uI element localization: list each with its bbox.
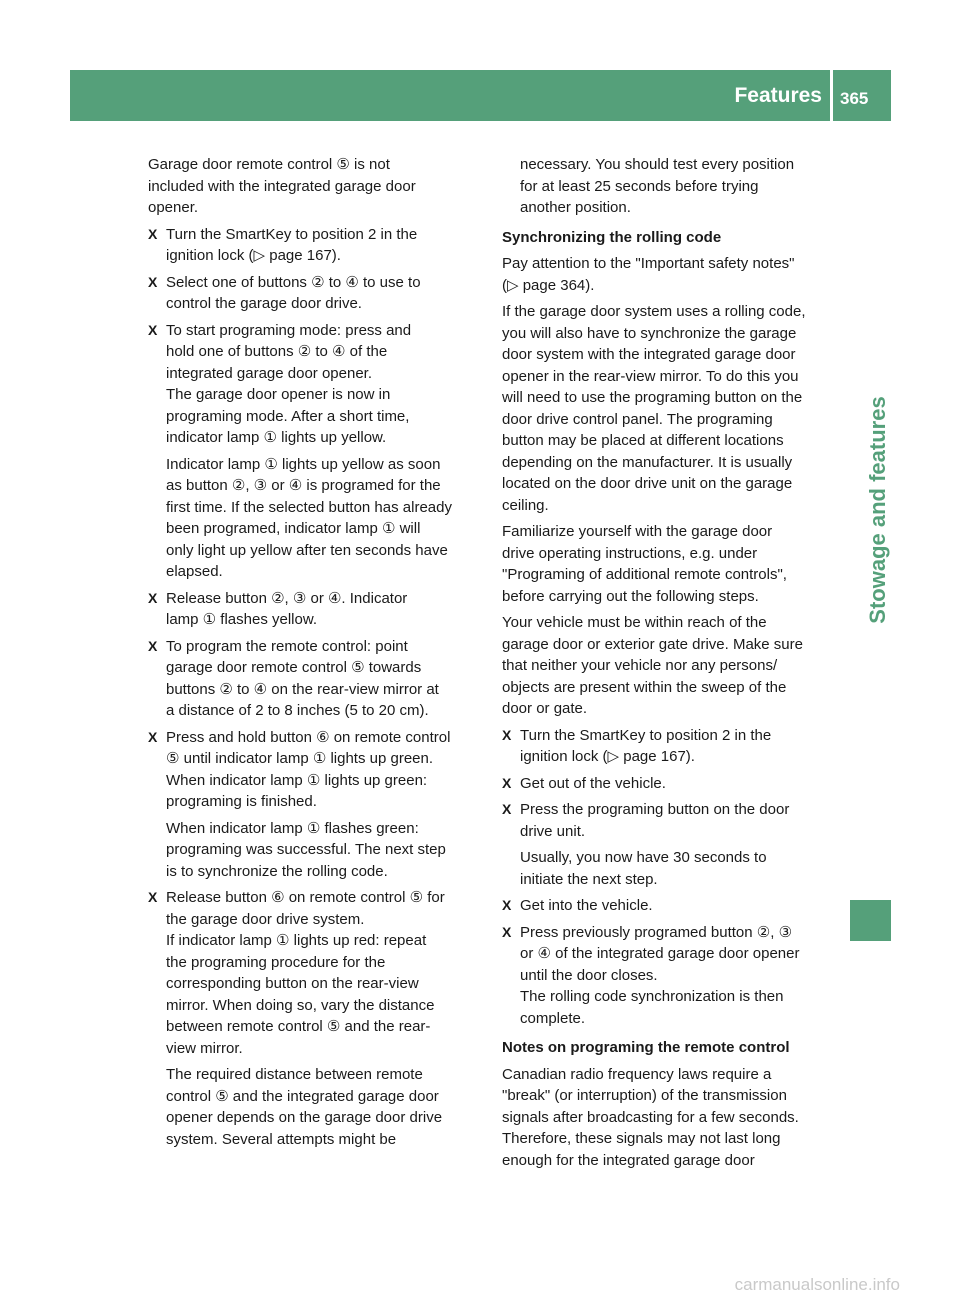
text-line: (▷ page 364). — [502, 276, 595, 294]
section-heading — [502, 1037, 836, 1059]
text-line: until the door closes. — [520, 966, 658, 984]
text-line: X Turn the SmartKey to position 2 in the — [520, 726, 772, 744]
text-line: programing mode. After a short time, — [166, 407, 410, 425]
text-line: X Press the programing button on the door — [520, 801, 790, 818]
text-line: X Release button ⑥ on remote control ⑤ for — [166, 889, 445, 906]
text-line: is to synchronize the rolling code. — [166, 862, 388, 880]
text-line: X Press and hold button ⑥ on remote control — [166, 728, 451, 746]
text-line: control ⑤ and the integrated garage door — [166, 1087, 439, 1105]
text-line: corresponding button on the rear-view — [166, 975, 419, 992]
text-line: buttons ② to ④ on the rear-view mirror at — [166, 680, 439, 698]
text-line: drive operating instructions, e.g. under — [502, 544, 758, 562]
text-line: drive unit. — [520, 822, 586, 840]
text-line: as button ②, ③ or ④ is programed for the — [166, 477, 441, 494]
side-chapter-title: Stowage and features — [865, 396, 890, 624]
text-line: garage door or exterior gate drive. Make sure — [502, 635, 803, 653]
text-line: garage door remote control ⑤ towards — [166, 659, 422, 676]
text-line: mirror. When doing so, vary the distance — [166, 996, 435, 1014]
text-line: ⑤ until indicator lamp ① lights up green. — [166, 750, 434, 767]
section-title: Features — [734, 84, 822, 107]
text-line: necessary. You should test every position — [520, 156, 795, 173]
text-line: been programed, indicator lamp ① will — [166, 520, 421, 537]
text-line: will need to use the programing button on the — [502, 389, 803, 406]
text-line: X To program the remote control: point — [166, 637, 408, 655]
text-line: opener depends on the garage door drive — [166, 1109, 443, 1126]
text-line: programing is finished. — [166, 793, 317, 810]
text-line: programing was successful. The next step — [166, 841, 446, 858]
text-line: X Get out of the vehicle. — [520, 774, 666, 792]
text-line: button may be placed at different locations — [502, 432, 784, 449]
text-line: "break" (or interruption) of the transmission — [502, 1087, 787, 1104]
footer-watermark: carmanualsonline.info — [734, 1275, 900, 1294]
text-line: Indicator lamp ① lights up yellow as soon — [166, 455, 441, 473]
instruction-step — [502, 773, 836, 795]
text-line: a distance of 2 to 8 inches (5 to 20 cm). — [166, 702, 429, 719]
text-line: located on the door drive unit on the garage — [502, 475, 793, 492]
text-paragraph — [148, 818, 483, 883]
text-line: lamp ① flashes yellow. — [166, 611, 318, 628]
text-line: included with the integrated garage door — [148, 177, 416, 195]
text-line: door system with the integrated garage door — [502, 346, 796, 363]
side-chapter-tab — [850, 900, 891, 941]
text-line: ignition lock (▷ page 167). — [166, 247, 341, 264]
instruction-step — [148, 320, 483, 449]
text-line: enough for the integrated garage door — [502, 1151, 755, 1169]
text-line: When indicator lamp ① lights up green: — [166, 771, 428, 789]
text-paragraph — [502, 847, 836, 890]
text-line: Your vehicle must be within reach of the — [502, 614, 767, 631]
left-column — [148, 154, 483, 1155]
text-line: The rolling code synchronization is then — [520, 988, 784, 1005]
text-line: before carrying out the following steps. — [502, 587, 759, 605]
text-line: or ④ of the integrated garage door opener — [520, 945, 800, 962]
text-line: X Select one of buttons ② to ④ to use to — [166, 273, 421, 291]
text-line: Therefore, these signals may not last long — [502, 1130, 781, 1147]
text-line: The required distance between remote — [166, 1066, 423, 1083]
text-line: ignition lock (▷ page 167). — [520, 748, 695, 765]
text-paragraph — [502, 612, 836, 720]
text-line: Notes on programing the remote control — [502, 1039, 790, 1056]
text-paragraph — [148, 1064, 483, 1150]
page-number: 365 — [840, 89, 869, 108]
text-line: X Turn the SmartKey to position 2 in the — [166, 225, 418, 243]
instruction-step — [148, 224, 483, 267]
text-paragraph — [502, 521, 836, 607]
text-line: hold one of buttons ② to ④ of the — [166, 343, 388, 360]
instruction-step — [148, 636, 483, 722]
text-paragraph — [502, 253, 836, 296]
text-line: elapsed. — [166, 563, 223, 580]
right-column — [502, 154, 836, 1176]
header-divider — [830, 70, 833, 121]
text-line: ceiling. — [502, 496, 549, 514]
text-line: If indicator lamp ① lights up red: repeat — [166, 932, 427, 949]
text-line: another position. — [520, 199, 631, 216]
text-line: you will also have to synchronize the garage — [502, 324, 797, 342]
instruction-step — [148, 272, 483, 315]
text-line: The garage door opener is now in — [166, 386, 391, 403]
text-line: indicator lamp ① lights up yellow. — [166, 429, 387, 446]
text-line: view mirror. — [166, 1039, 243, 1057]
text-line: only light up yellow after ten seconds have — [166, 541, 448, 559]
text-line: for at least 25 seconds before trying — [520, 177, 759, 195]
text-line: "Programing of additional remote controls", — [502, 566, 787, 583]
text-paragraph — [502, 1064, 836, 1172]
instruction-step — [502, 799, 836, 842]
text-line: Pay attention to the "Important safety notes" — [502, 255, 795, 272]
section-heading — [502, 227, 836, 249]
text-line: door drive control panel. The programing — [502, 410, 773, 428]
text-line: Synchronizing the rolling code — [502, 228, 722, 246]
text-line: X Get into the vehicle. — [520, 897, 653, 914]
text-line: X Release button ②, ③ or ④. Indicator — [166, 589, 408, 607]
instruction-step — [502, 895, 836, 917]
instruction-step — [502, 922, 836, 1030]
text-line: Garage door remote control ⑤ is not — [148, 156, 390, 173]
text-line: system. Several attempts might be — [166, 1130, 397, 1148]
instruction-step — [148, 727, 483, 813]
text-line: initiate the next step. — [520, 870, 658, 888]
text-line: X To start programing mode: press and — [166, 321, 412, 339]
instruction-step — [148, 887, 483, 1059]
text-line: integrated garage door opener. — [166, 364, 372, 382]
text-paragraph — [148, 454, 483, 583]
text-line: If the garage door system uses a rolling code, — [502, 303, 806, 320]
text-line: X Press previously programed button ②, ③ — [520, 923, 793, 941]
text-line: the programing procedure for the — [166, 953, 386, 971]
text-line: complete. — [520, 1009, 586, 1027]
text-line: objects are present within the sweep of the — [502, 678, 787, 696]
text-line: Familiarize yourself with the garage door — [502, 523, 773, 540]
text-line: opener in the rear-view mirror. To do this you — [502, 367, 799, 385]
text-line: Usually, you now have 30 seconds to — [520, 849, 767, 866]
instruction-step — [502, 725, 836, 768]
text-line: between remote control ⑤ and the rear- — [166, 1018, 431, 1035]
text-line: When indicator lamp ① flashes green: — [166, 819, 419, 837]
text-line: signals after broadcasting for a few seconds. — [502, 1108, 799, 1126]
text-paragraph — [502, 154, 836, 219]
text-line: depending on the manufacturer. It is usually — [502, 453, 793, 471]
text-line: opener. — [148, 199, 199, 216]
text-paragraph — [148, 154, 483, 219]
text-line: that neither your vehicle nor any persons/ — [502, 657, 778, 674]
text-paragraph — [502, 301, 836, 516]
instruction-step — [148, 588, 483, 631]
text-line: Canadian radio frequency laws require a — [502, 1065, 772, 1083]
text-line: control the garage door drive. — [166, 295, 362, 312]
text-line: first time. If the selected button has already — [166, 498, 452, 516]
text-line: door or gate. — [502, 700, 588, 717]
text-line: the garage door drive system. — [166, 910, 365, 928]
